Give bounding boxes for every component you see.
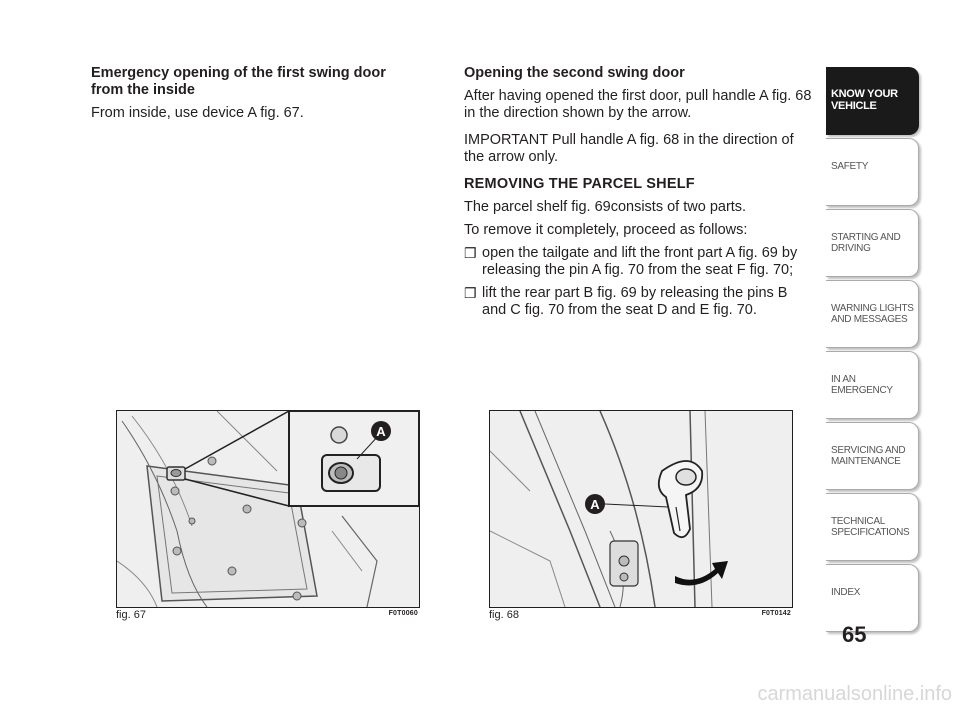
chapter-tabs <box>826 67 919 635</box>
door-handle-illustration <box>490 411 792 607</box>
figure-code: F0T0142 <box>761 610 791 617</box>
figure-67-door-device <box>116 410 420 608</box>
tab-safety[interactable]: SAFETY <box>826 138 919 206</box>
list-item-text: lift the rear part B fig. 69 by releasing the pins B and C fig. 70 from the seat D and E fig. 70. <box>482 285 788 318</box>
tab-in-an-emergency[interactable]: IN AN EMERGENCY <box>826 351 919 419</box>
section-heading-parcel-shelf: REMOVING THE PARCEL SHELF <box>464 176 695 192</box>
figure-67-caption-row <box>116 609 418 621</box>
door-panel-illustration <box>117 411 419 607</box>
figure-68-caption-row <box>489 609 791 621</box>
right-column <box>464 65 814 319</box>
tab-index[interactable]: INDEX <box>826 564 919 632</box>
tab-servicing[interactable]: SERVICING AND MAINTENANCE <box>826 422 919 490</box>
watermark: carmanualsonline.info <box>757 683 952 705</box>
body-text: From inside, use device A fig. 67. <box>91 105 304 121</box>
list-item <box>464 245 814 279</box>
figure-code: F0T0060 <box>388 610 418 617</box>
important-note: IMPORTANT Pull handle A fig. 68 in the direction of the arrow only. <box>464 132 794 165</box>
section-heading-emergency-opening: Emergency opening of the first swing door from the inside <box>91 65 386 98</box>
tab-starting-and-driving[interactable]: STARTING AND DRIVING <box>826 209 919 277</box>
tab-technical-specifications[interactable]: TECHNICAL SPECIFICATIONS <box>826 493 919 561</box>
body-text: After having opened the first door, pull handle A fig. 68 in the direction shown by the arrow. <box>464 88 812 121</box>
list-item-text: open the tailgate and lift the front part A fig. 69 by releasing the pin A fig. 70 from the seat F fig. 70; <box>482 245 798 278</box>
checkbox-bullet-icon: ❒ <box>464 285 477 301</box>
body-text: To remove it completely, proceed as follows: <box>464 222 748 238</box>
body-text: The parcel shelf fig. 69consists of two parts. <box>464 199 747 215</box>
list-item <box>464 285 814 319</box>
tab-know-your-vehicle[interactable]: KNOW YOUR VEHICLE <box>826 67 919 135</box>
left-column <box>91 65 421 122</box>
callout-label: A <box>590 497 600 512</box>
figure-68-door-handle <box>489 410 793 608</box>
tab-warning-lights[interactable]: WARNING LIGHTS AND MESSAGES <box>826 280 919 348</box>
figure-caption: fig. 68 <box>489 609 519 621</box>
figure-caption: fig. 67 <box>116 609 146 621</box>
page-number: 65 <box>842 622 867 647</box>
checkbox-bullet-icon: ❒ <box>464 245 477 261</box>
section-heading-second-door: Opening the second swing door <box>464 65 685 81</box>
callout-label: A <box>376 424 386 439</box>
